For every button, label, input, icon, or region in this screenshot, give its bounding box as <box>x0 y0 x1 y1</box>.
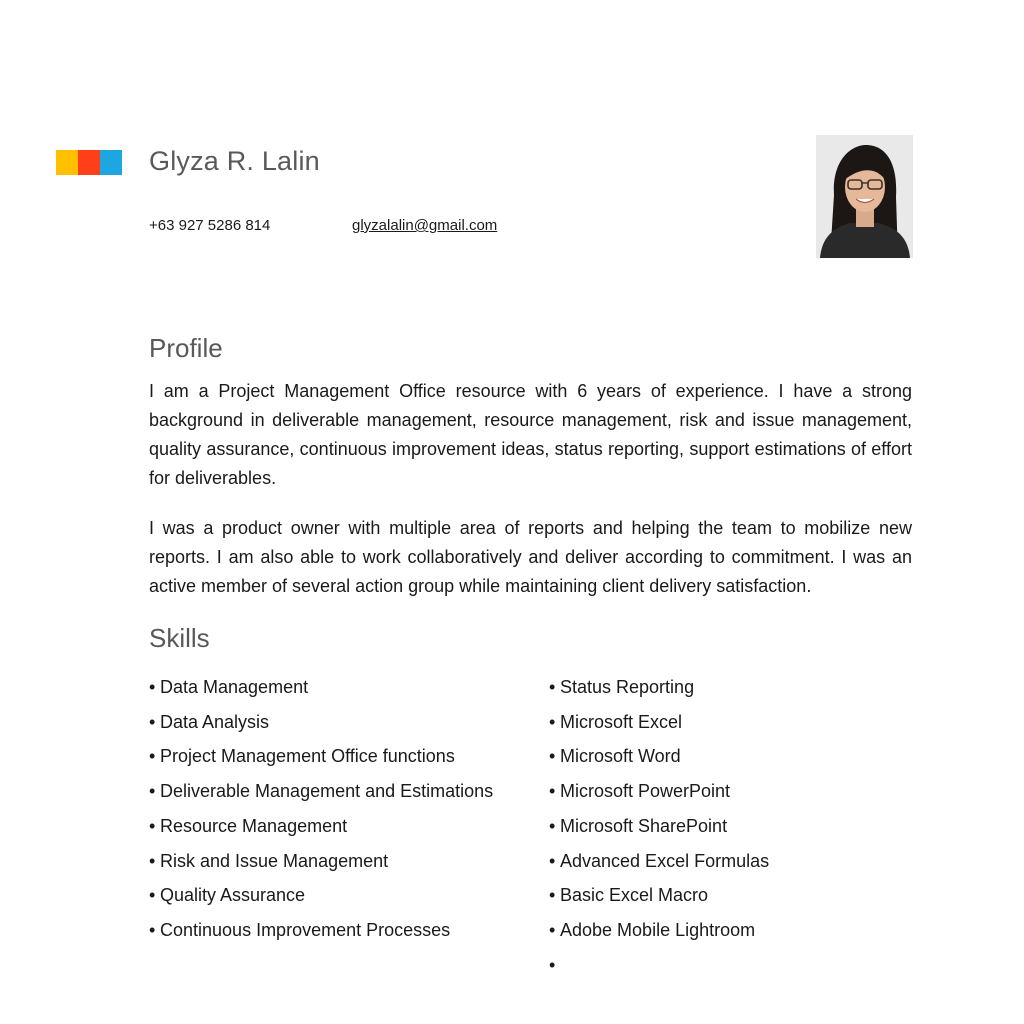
candidate-name: Glyza R. Lalin <box>149 146 320 176</box>
profile-photo-illustration <box>816 135 913 258</box>
email-link[interactable]: glyzalalin@gmail.com <box>352 217 498 234</box>
accent-block-red <box>78 150 100 175</box>
skill-item: • Status Reporting <box>549 670 909 705</box>
profile-photo <box>816 135 913 258</box>
skill-item: • Advanced Excel Formulas <box>549 844 909 879</box>
skill-item: • Resource Management <box>149 809 509 844</box>
skills-section-title: Skills <box>149 623 210 653</box>
skill-item: • Quality Assurance <box>149 878 509 913</box>
skill-item: • Data Management <box>149 670 509 705</box>
skill-item: • Basic Excel Macro <box>549 878 909 913</box>
skill-item: • Adobe Mobile Lightroom <box>549 913 909 948</box>
accent-block-yellow <box>56 150 78 175</box>
skill-item: • Microsoft Word <box>549 739 909 774</box>
accent-color-blocks <box>56 150 122 175</box>
skill-item: • Microsoft Excel <box>549 705 909 740</box>
skill-item: • Microsoft PowerPoint <box>549 774 909 809</box>
skill-item: • Microsoft SharePoint <box>549 809 909 844</box>
profile-section-title: Profile <box>149 333 223 363</box>
skill-item: • Project Management Office functions <box>149 739 509 774</box>
profile-paragraph-1: I am a Project Management Office resource with 6 years of experience. I have a strong background in deliverable management, resource management, risk and issue management, quality assurance, continuous improvement ideas, status reporting, support estimations of effort for deliverables. <box>149 381 912 488</box>
skill-item-empty <box>549 948 909 983</box>
phone-number: +63 927 5286 814 <box>149 217 271 234</box>
skills-list-left <box>149 670 509 948</box>
profile-paragraph-2: I was a product owner with multiple area of reports and helping the team to mobilize new reports. I am also able to work collaboratively and deliver according to commitment. I was an active member of several action group while maintaining client delivery satisfaction. <box>149 518 912 596</box>
skill-item: • Data Analysis <box>149 705 509 740</box>
accent-block-blue <box>100 150 122 175</box>
skill-item: • Continuous Improvement Processes <box>149 913 509 948</box>
skill-item: • Risk and Issue Management <box>149 844 509 879</box>
skill-item: • Deliverable Management and Estimations <box>149 774 509 809</box>
skills-list-right <box>549 670 909 982</box>
